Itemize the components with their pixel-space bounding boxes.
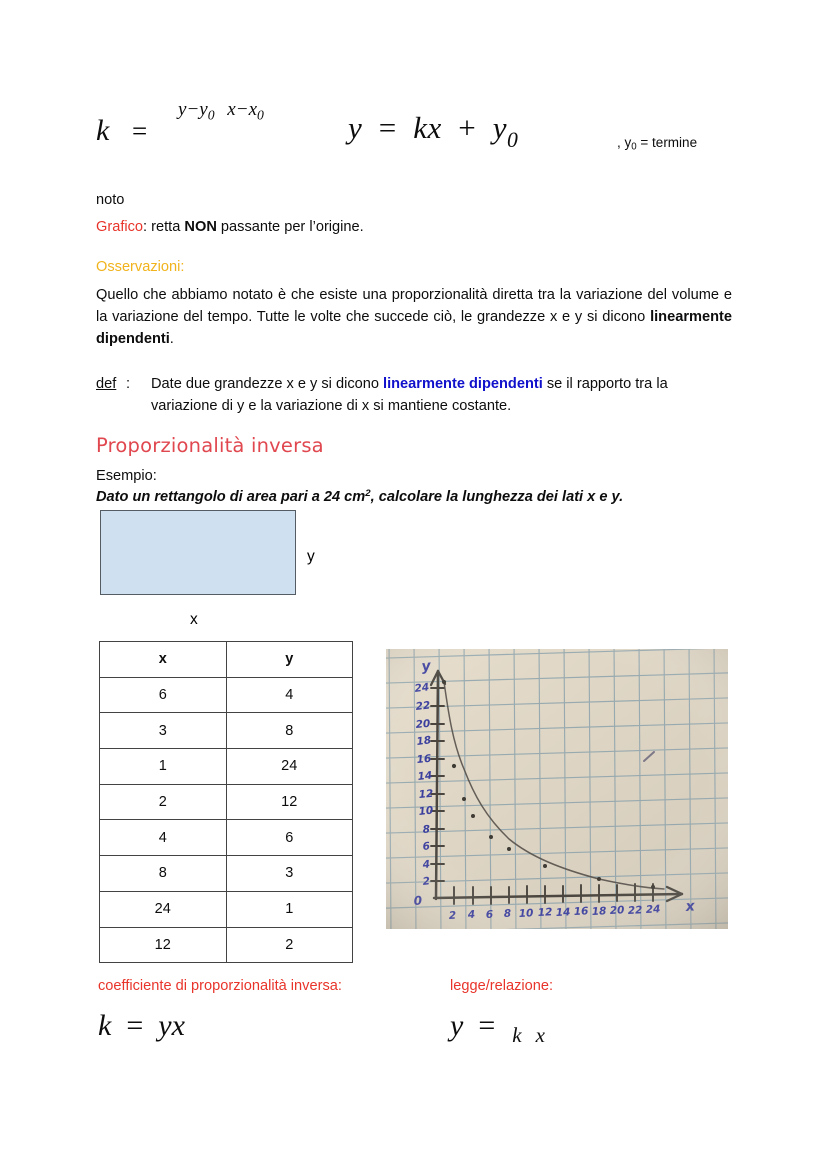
bottom-left-yx: yx	[158, 1009, 185, 1042]
esempio-text-2: , calcolare la lunghezza dei lati x e y.	[370, 489, 624, 505]
formula-line-equation	[348, 110, 518, 153]
line-eq-plus: +	[458, 110, 477, 145]
grafico-rest-1: : retta	[143, 219, 185, 235]
formula-note-termine	[617, 135, 697, 153]
definition-label-text: def	[96, 376, 117, 392]
table-row	[100, 784, 353, 820]
definition-body	[151, 373, 732, 417]
table-row	[100, 677, 353, 713]
formula-k-symbol: k	[96, 114, 110, 147]
top-formula-row	[96, 96, 796, 174]
cell-y: 2	[226, 927, 353, 963]
line-eq-y0-subscript: 0	[507, 128, 519, 153]
xy-data-table	[99, 641, 353, 963]
definition-text-1: Date due grandezze x e y si dicono	[151, 376, 384, 392]
grafico-non: NON	[184, 219, 217, 235]
note-rest: = termine	[636, 135, 698, 150]
note-prefix: , y	[617, 135, 632, 150]
cell-y: 6	[226, 820, 353, 856]
definition-block	[96, 373, 732, 417]
cell-y: 1	[226, 891, 353, 927]
caption-coefficiente: coefficiente di proporzionalità inversa:	[98, 978, 342, 994]
bottom-right-equals: =	[478, 1009, 496, 1042]
table-row	[100, 820, 353, 856]
esempio-statement	[96, 487, 623, 508]
osservazioni-paragraph	[96, 284, 732, 351]
cell-y: 24	[226, 749, 353, 785]
line-eq-equals: =	[378, 110, 397, 145]
bottom-right-y: y	[450, 1009, 464, 1042]
note-subscript: 0	[631, 141, 637, 153]
note-continuation-noto: noto	[96, 192, 125, 208]
cell-x: 12	[100, 927, 227, 963]
bottom-left-k: k	[98, 1009, 112, 1042]
numerator-y0-subscript: 0	[207, 107, 215, 123]
grafico-line	[96, 217, 364, 238]
rectangle-label-y: y	[307, 548, 315, 565]
cell-y: 4	[226, 677, 353, 713]
cell-x: 24	[100, 891, 227, 927]
definition-text-2: se il rapporto tra la variazione di y e la variazione di x si mantiene costante.	[151, 376, 668, 415]
formula-y-equals-k-over-x	[450, 1009, 552, 1046]
denominator-x: x	[227, 99, 236, 120]
paragraph-text: Quello che abbiamo notato è che esiste una proporzionalità diretta tra la variazione del volume e la variazione del tempo. Tutte le volte che succede ciò, le grandezze x e y si dicono	[96, 287, 732, 326]
hand-drawn-graph-photo	[386, 649, 728, 929]
rectangle-diagram	[100, 510, 296, 595]
table-header-row	[100, 642, 353, 678]
fraction-denominator	[223, 97, 268, 123]
osservazioni-heading: Osservazioni:	[96, 259, 185, 275]
numerator-minus: −	[186, 99, 200, 120]
bottom-right-numerator: k	[512, 1022, 522, 1047]
paragraph-bold-term: linearmente dipendenti	[96, 309, 732, 348]
cell-x: 3	[100, 713, 227, 749]
bottom-right-fraction	[505, 1024, 552, 1047]
caption-legge-relazione: legge/relazione:	[450, 978, 554, 994]
formula-slope-fraction	[174, 100, 268, 123]
paragraph-period: .	[169, 331, 174, 348]
table-header-x: x	[100, 642, 227, 678]
definition-colon: :	[126, 376, 131, 392]
definition-highlight: linearmente dipendenti	[383, 376, 543, 392]
bottom-right-denominator: x	[535, 1022, 545, 1047]
table-row	[100, 713, 353, 749]
denominator-x0-subscript: 0	[257, 107, 264, 123]
fraction-numerator	[174, 99, 219, 121]
table-header-y: y	[226, 642, 353, 678]
esempio-text-1: Dato un rettangolo di area pari a 24 cm	[96, 489, 366, 505]
heading-proporzionalita-inversa: Proporzionalità inversa	[96, 434, 324, 457]
cell-x: 4	[100, 820, 227, 856]
cell-x: 1	[100, 749, 227, 785]
table-row	[100, 927, 353, 963]
cell-x: 8	[100, 856, 227, 892]
esempio-label: Esempio:	[96, 468, 157, 484]
definition-label	[96, 373, 116, 395]
bottom-left-equals: =	[126, 1009, 144, 1042]
cell-y: 8	[226, 713, 353, 749]
grafico-label: Grafico	[96, 219, 144, 235]
numerator-y: y	[178, 99, 187, 120]
formula-k-equals: =	[132, 116, 148, 146]
line-eq-kx: kx	[413, 110, 442, 145]
table-row	[100, 856, 353, 892]
numerator-y0: y	[199, 99, 208, 120]
denominator-minus: −	[235, 99, 249, 120]
denominator-x0: x	[248, 99, 257, 120]
table-row	[100, 891, 353, 927]
table-row	[100, 749, 353, 785]
cell-x: 2	[100, 784, 227, 820]
formula-k-equals-yx	[98, 1009, 185, 1043]
cell-x: 6	[100, 677, 227, 713]
grafico-rest-2: passante per l’origine.	[216, 219, 364, 235]
rectangle-label-x: x	[190, 611, 198, 628]
esempio-superscript: 2	[365, 488, 371, 500]
line-eq-y0: y	[492, 110, 508, 145]
line-eq-y: y	[348, 110, 363, 145]
cell-y: 12	[226, 784, 353, 820]
cell-y: 3	[226, 856, 353, 892]
